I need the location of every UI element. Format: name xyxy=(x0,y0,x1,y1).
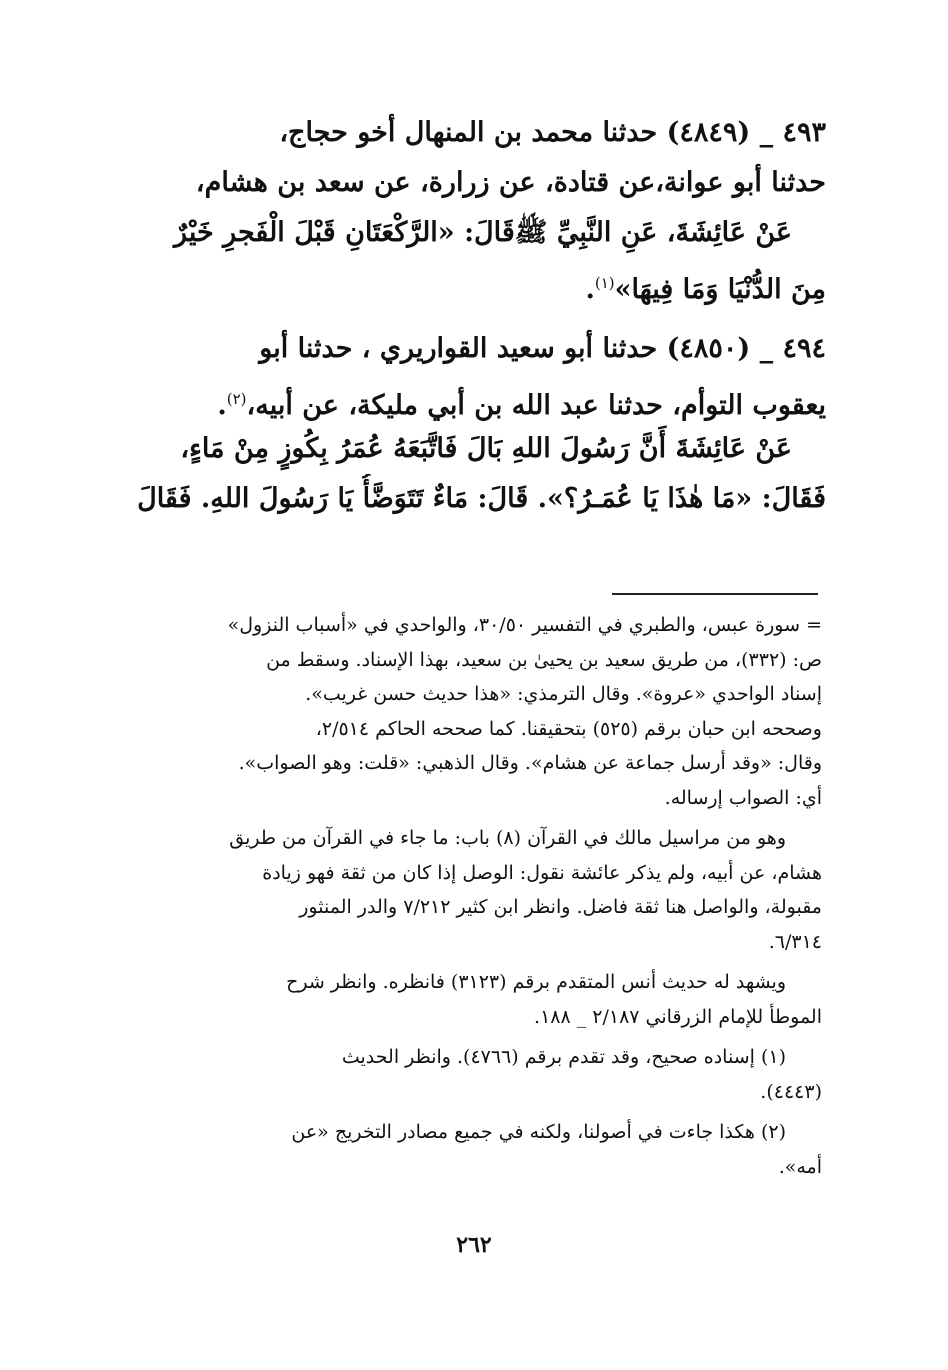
footnote-line: أي: الصواب إرساله. xyxy=(664,786,822,809)
footnote-line: مقبولة، والواصل هنا ثقة فاضل. وانظر ابن كثير ٧/٢١٢ والدر المنثور xyxy=(299,896,822,918)
footnote-line: وهو من مراسيل مالك في القرآن (٨) باب: ما جاء في القرآن من طريق xyxy=(229,827,786,849)
hadith-matn-line: فَقَالَ: «مَا هٰذَا يَا عُمَـرُ؟». قَالَ: مَاءٌ تَتَوَضَّأُ يَا رَسُولَ اللهِ. فَقَالَ xyxy=(137,483,826,514)
hadith-isnad-line xyxy=(125,374,826,424)
footnote-line: (٤٤٤٣). xyxy=(760,1080,822,1103)
hadith-matn-text: مِنَ الدُّنْيَا وَمَا فِيهَا» xyxy=(614,274,826,305)
footnote-line: إسناد الواحدي «عروة». وقال الترمذي: «هذا حديث حسن غريب». xyxy=(305,683,822,705)
hadith-entry-494 xyxy=(125,324,826,524)
footnote-line: ٦/٣١٤. xyxy=(768,930,822,953)
hadith-isnad-line: ٤٩٤ _ (٤٨٥٠) حدثنا أبو سعيد القواريري ، حدثنا أبو xyxy=(259,333,826,364)
hadith-isnad-line: ٤٩٣ _ (٤٨٤٩) حدثنا محمد بن المنهال أخو حجاج، xyxy=(279,117,826,148)
hadith-matn-line xyxy=(125,258,826,308)
footnote-witness xyxy=(124,965,822,1034)
page-number: ٢٦٢ xyxy=(456,1232,492,1258)
footnote-line: ويشهد له حديث أنس المتقدم برقم (٣١٢٣) فانظره. وانظر شرح xyxy=(286,971,786,993)
footnote-reference: (١) xyxy=(594,274,615,292)
footnote-line: (٢) هكذا جاءت في أصولنا، ولكنه في جميع مصادر التخريج «عن xyxy=(291,1121,786,1143)
footnote-1 xyxy=(124,1040,822,1109)
footnote-continuation xyxy=(124,608,822,815)
footnote-line: وقال: «وقد أرسل جماعة عن هشام». وقال الذهبي: «قلت: وهو الصواب». xyxy=(238,752,822,774)
footnote-divider xyxy=(612,593,818,595)
footnote-line: (١) إسناده صحيح، وقد تقدم برقم (٤٧٦٦). وانظر الحديث xyxy=(341,1046,786,1068)
footnote-malik xyxy=(124,821,822,959)
footnotes-section xyxy=(124,608,822,1190)
hadith-matn-line: عَنْ عَائِشَةَ، عَنِ النَّبِيِّ ﷺقَالَ: «الرَّكْعَتَانِ قَبْلَ الْفَجرِ خَيْرٌ xyxy=(173,217,792,248)
footnote-line: أمه». xyxy=(778,1155,822,1178)
hadith-entry-493 xyxy=(125,108,826,308)
footnote-2 xyxy=(124,1115,822,1184)
hadith-matn-line: عَنْ عَائِشَةَ أَنَّ رَسُولَ اللهِ بَالَ فَاتَّبَعَهُ عُمَرُ بِكُوزٍ مِنْ مَاءٍ، xyxy=(180,433,792,464)
footnote-line: الموطأ للإمام الزرقاني ٢/١٨٧ _ ١٨٨. xyxy=(534,1005,822,1028)
footnote-line: هشام، عن أبيه، ولم يذكر عائشة نقول: الوصل إذا كان من ثقة فهو زيادة xyxy=(262,861,822,884)
footnote-line: وصححه ابن حبان برقم (٥٢٥) بتحقيقنا. كما صححه الحاكم ٢/٥١٤، xyxy=(315,717,822,740)
main-text xyxy=(125,108,826,540)
hadith-isnad-text: يعقوب التوأم، حدثنا عبد الله بن أبي مليكة، عن أبيه، xyxy=(246,390,826,421)
sentence-end: . xyxy=(217,390,227,421)
footnote-reference: (٢) xyxy=(226,390,247,408)
footnote-line: = سورة عبس، والطبري في التفسير ٣٠/٥٠، والواحدي في «أسباب النزول» xyxy=(227,614,822,636)
sentence-end: . xyxy=(585,274,595,305)
footnote-line: ص: (٣٣٢)، من طريق سعيد بن يحيىٰ بن سعيد، بهذا الإسناد. وسقط من xyxy=(266,648,822,671)
hadith-isnad-line: حدثنا أبو عوانة،عن قتادة، عن زرارة، عن سعد بن هشام، xyxy=(195,167,826,198)
